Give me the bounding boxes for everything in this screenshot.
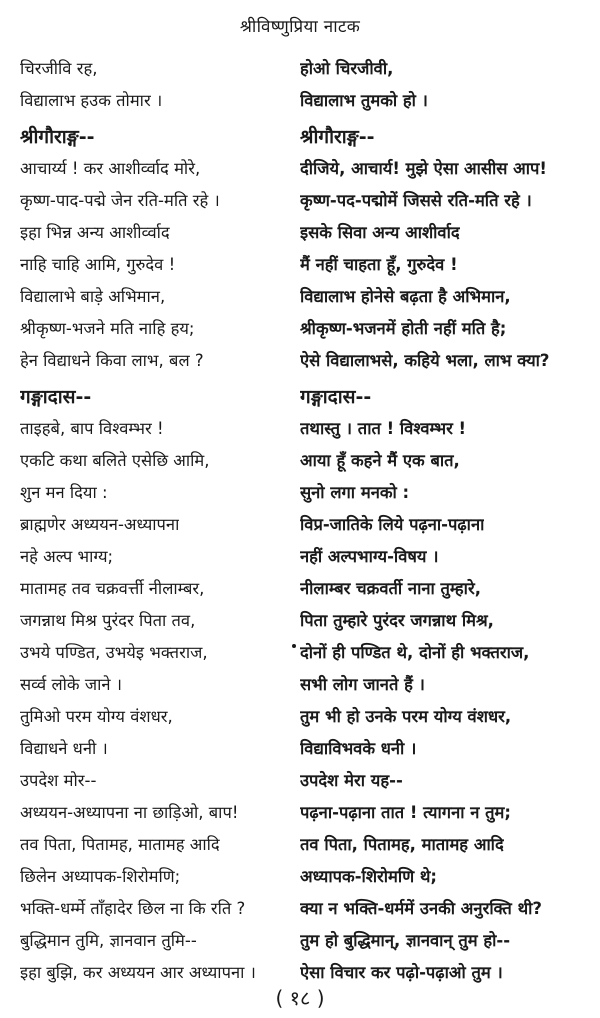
bengali-verse-line: आचार्य्य ! कर आशीर्व्वाद मोरे, <box>20 159 201 178</box>
bengali-verse-line: उपदेश मोर-- <box>20 771 97 790</box>
bengali-verse-line: कृष्ण-पाद-पद्मे जेन रति-मति रहे । <box>20 191 220 210</box>
bengali-verse-line: हेन विद्याधने किवा लाभ, बल ? <box>20 351 204 370</box>
bengali-verse-line: उभये पण्डित, उभयेइ भक्तराज, <box>20 643 208 662</box>
bengali-verse-line: बुद्धिमान तुमि, ज्ञानवान तुमि-- <box>20 931 197 950</box>
page-header: श्रीविष्णुप्रिया नाटक <box>239 17 361 37</box>
hindi-speaker-heading: गङ्गादास-- <box>300 386 372 408</box>
hindi-verse-line: ऐसे विद्यालाभसे, कहिये भला, लाभ क्या? <box>300 351 550 370</box>
hindi-verse-line: तव पिता, पितामह, मातामह आदि <box>300 835 504 854</box>
bengali-verse-line: भक्ति-धर्म्मे ताँहादेर छिल ना कि रति ? <box>20 899 246 918</box>
hindi-verse-line: आया हूँ कहने मैं एक बात, <box>300 451 460 470</box>
bengali-verse-line: इहा भिन्न अन्य आशीर्व्वाद <box>20 223 170 242</box>
hindi-verse-line: अध्यापक-शिरोमणि थे; <box>300 867 438 886</box>
bengali-verse-line: शुन मन दिया : <box>20 483 108 502</box>
hindi-verse-line: दोनों ही पण्डित थे, दोनों ही भक्तराज, <box>300 643 530 662</box>
hindi-verse-line: तुम भी हो उनके परम योग्य वंशधर, <box>300 707 512 726</box>
bengali-speaker-heading: श्रीगौराङ्ग-- <box>20 126 95 148</box>
hindi-verse-line: पिता तुम्हारे पुरंदर जगन्नाथ मिश्र, <box>300 611 494 630</box>
hindi-verse-line: इसके सिवा अन्य आशीर्वाद <box>300 223 460 242</box>
bengali-verse-line: ताइहबे, बाप विश्वम्भर ! <box>20 419 164 438</box>
hindi-verse-line: तुम हो बुद्धिमान्, ज्ञानवान् तुम हो-- <box>300 931 511 950</box>
hindi-verse-line: विद्यालाभ तुमको हो । <box>300 91 428 110</box>
bengali-verse-line: विद्यालाभ हउक तोमार । <box>20 91 163 110</box>
bengali-verse-line: श्रीकृष्ण-भजने मति नाहि हय; <box>20 319 195 338</box>
bengali-verse-line: छिलेन अध्यापक-शिरोमणि; <box>20 867 181 886</box>
stray-dot <box>292 644 296 648</box>
hindi-verse-line: उपदेश मेरा यह-- <box>300 771 403 790</box>
hindi-verse-line: श्रीकृष्ण-भजनमें होती नहीं मति है; <box>300 319 507 338</box>
hindi-verse-line: सभी लोग जानते हैं । <box>300 675 425 694</box>
bengali-verse-line: तुमिओ परम योग्य वंशधर, <box>20 707 173 726</box>
bengali-verse-line: चिरजीवि रह, <box>20 59 98 78</box>
bengali-verse-line: इहा बुझि, कर अध्ययन आर अध्यापना । <box>20 963 256 982</box>
bengali-verse-line: मातामह तव चक्रवर्त्ती नीलाम्बर, <box>20 579 205 598</box>
bengali-verse-line: नाहि चाहि आमि, गुरुदेव ! <box>20 255 176 274</box>
verse-columns <box>0 59 600 982</box>
hindi-verse-line: होओ चिरजीवी, <box>300 59 394 78</box>
hindi-verse-line: नहीं अल्पभाग्य-विषय । <box>300 547 439 566</box>
bengali-speaker-heading: गङ्गादास-- <box>20 386 92 408</box>
bengali-verse-line: विद्यालाभे बाड़े अभिमान, <box>20 287 166 306</box>
hindi-speaker-heading: श्रीगौराङ्ग-- <box>300 126 375 148</box>
hindi-verse-line: कृष्ण-पद-पद्मोमें जिससे रति-मति रहे । <box>300 191 532 210</box>
bengali-verse-line: नहे अल्प भाग्य; <box>20 547 114 566</box>
hindi-verse-line: नीलाम्बर चक्रवर्ती नाना तुम्हारे, <box>300 579 481 598</box>
hindi-verse-line: सुनो लगा मनको : <box>300 483 410 502</box>
bengali-verse-line: सर्व्व लोके जाने । <box>20 675 123 694</box>
bengali-verse-line: अध्ययन-अध्यापना ना छाड़िओ, बाप! <box>20 803 239 822</box>
hindi-verse-line: विप्र-जातिके लिये पढ़ना-पढ़ाना <box>300 515 485 534</box>
bengali-verse-line: ब्राह्मणेर अध्ययन-अध्यापना <box>20 515 180 534</box>
bengali-verse-line: तव पिता, पितामह, मातामह आदि <box>20 835 220 854</box>
bengali-verse-line: विद्याधने धनी । <box>20 739 108 758</box>
hindi-verse-line: क्या न भक्ति-धर्ममें उनकी अनुरक्ति थी? <box>300 899 542 918</box>
hindi-verse-line: ऐसा विचार कर पढ़ो-पढ़ाओ तुम । <box>300 963 503 982</box>
bengali-verse-line: एकटि कथा बलिते एसेछि आमि, <box>20 451 210 470</box>
hindi-verse-line: विद्याविभवके धनी । <box>300 739 417 758</box>
hindi-verse-line: पढ़ना-पढ़ाना तात ! त्यागना न तुम; <box>300 803 512 822</box>
hindi-verse-line: मैं नहीं चाहता हूँ, गुरुदेव ! <box>300 255 458 274</box>
page-number: ( १८ ) <box>275 986 325 1010</box>
hindi-verse-line: दीजिये, आचार्य! मुझे ऐसा आसीस आप! <box>300 159 547 178</box>
hindi-verse-line: तथास्तु । तात ! विश्वम्भर ! <box>300 419 467 438</box>
hindi-verse-line: विद्यालाभ होनेसे बढ़ता है अभिमान, <box>300 287 511 306</box>
bengali-verse-line: जगन्नाथ मिश्र पुरंदर पिता तव, <box>20 611 196 630</box>
